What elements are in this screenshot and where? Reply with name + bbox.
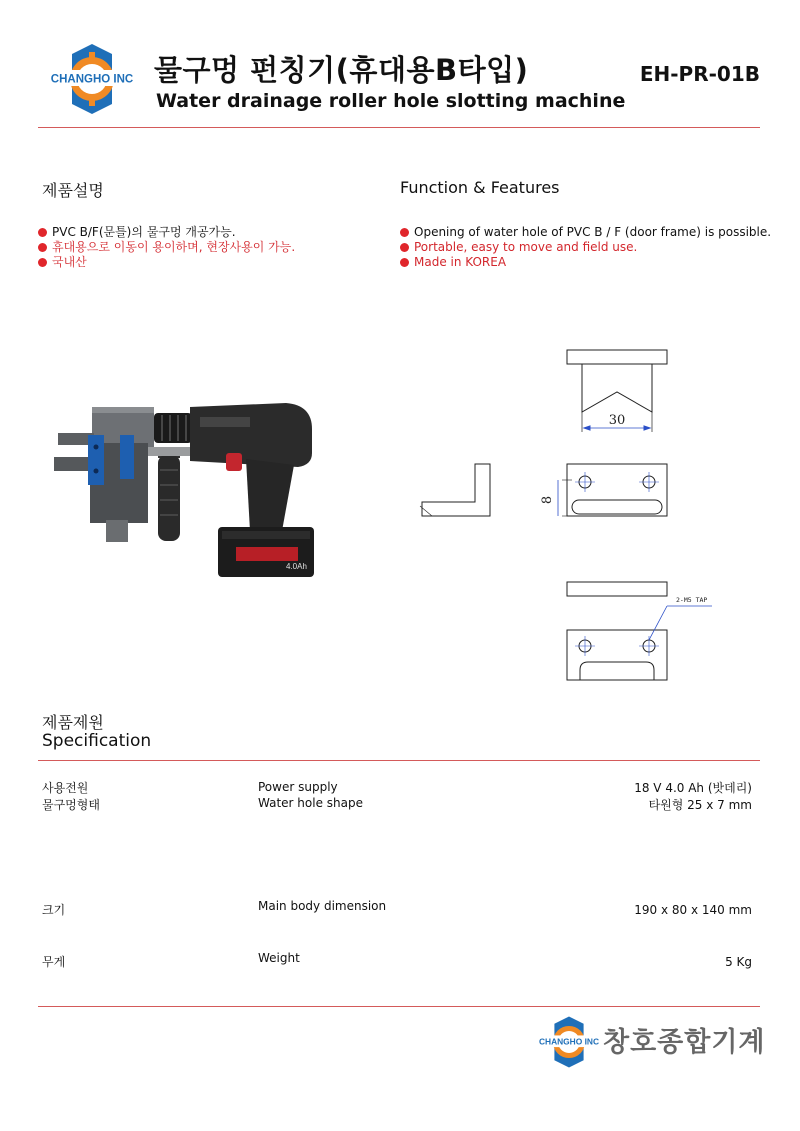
spec-label-en: Main body dimension xyxy=(258,899,387,913)
features-list-ko xyxy=(38,225,295,270)
product-photo xyxy=(50,395,320,585)
spec-value: 타원형 25 x 7 mm xyxy=(648,798,752,812)
bullet-icon xyxy=(38,243,47,252)
features-list-en xyxy=(400,225,771,270)
bullet-icon xyxy=(400,258,409,267)
spec-heading-ko: 제품제원 xyxy=(42,713,104,732)
spec-heading-en: Specification xyxy=(42,731,152,751)
technical-drawing xyxy=(412,340,722,690)
bullet-icon xyxy=(38,258,47,267)
footer-logo xyxy=(538,1015,600,1069)
feature-item: Made in KOREA xyxy=(400,255,771,270)
spec-label-ko: 사용전원 xyxy=(42,781,89,795)
features-heading-en: Function & Features xyxy=(400,178,560,197)
feature-item: PVC B/F(문틀)의 물구멍 개공가능. xyxy=(38,225,295,240)
model-number: EH-PR-01B xyxy=(639,62,760,86)
spec-value: 5 Kg xyxy=(725,955,752,969)
dimension-height: 8 xyxy=(540,495,555,505)
tap-annotation: 2-M5 TAP xyxy=(676,596,708,604)
spec-label-en: Water hole shape xyxy=(258,796,363,810)
spec-value: 190 x 80 x 140 mm xyxy=(634,903,752,917)
bullet-icon xyxy=(38,228,47,237)
header-divider xyxy=(38,127,760,128)
features-heading-ko: 제품설명 xyxy=(42,181,104,200)
spec-divider xyxy=(38,760,760,761)
bullet-icon xyxy=(400,243,409,252)
spec-label-ko: 크기 xyxy=(42,903,66,917)
spec-label-ko: 무게 xyxy=(42,955,66,969)
feature-item: Opening of water hole of PVC B / F (door frame) is possible. xyxy=(400,225,771,240)
dimension-width: 30 xyxy=(608,413,626,428)
feature-item: 국내산 xyxy=(38,255,295,270)
changho-logo xyxy=(50,42,134,116)
spec-value: 18 V 4.0 Ah (밧데리) xyxy=(634,781,752,795)
feature-item: 휴대용으로 이동이 용이하며, 현장사용이 가능. xyxy=(38,240,295,255)
title-english: Water drainage roller hole slotting machine xyxy=(156,90,626,112)
spec-label-en: Weight xyxy=(258,951,300,965)
title-korean: 물구멍 펀칭기(휴대용B타입) xyxy=(154,53,529,87)
footer-logo-text: CHANGHO INC xyxy=(538,1036,600,1047)
feature-item: Portable, easy to move and field use. xyxy=(400,240,771,255)
spec-label-ko: 물구멍형태 xyxy=(42,798,100,812)
battery-label: 4.0Ah xyxy=(286,562,307,571)
bullet-icon xyxy=(400,228,409,237)
company-name: 창호종합기계 xyxy=(603,1027,766,1058)
footer-divider xyxy=(38,1006,760,1007)
spec-label-en: Power supply xyxy=(258,780,338,794)
logo-text: CHANGHO INC xyxy=(50,73,134,86)
